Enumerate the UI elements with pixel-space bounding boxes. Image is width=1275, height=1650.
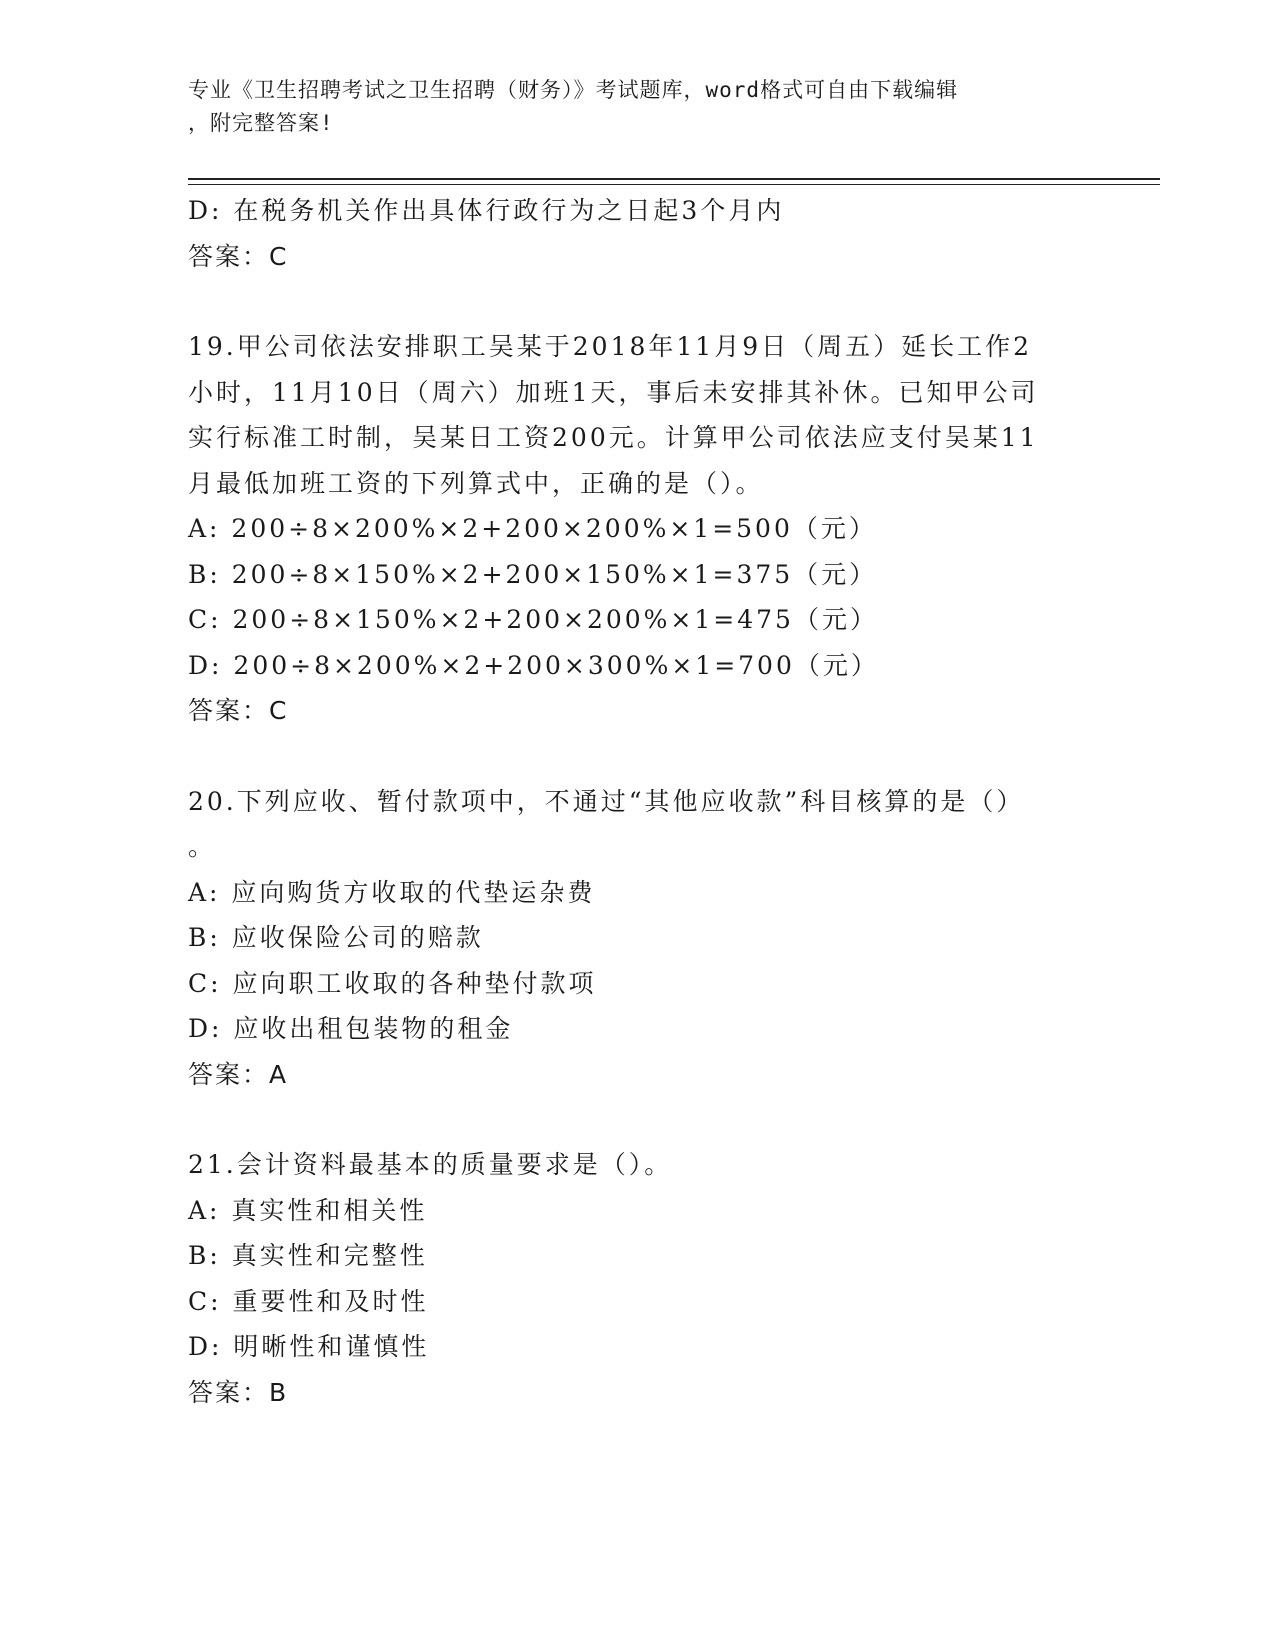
- option-c: C: 应向职工收取的各种垫付款项: [188, 968, 597, 998]
- option-b: B: 真实性和完整性: [188, 1241, 428, 1270]
- option-d: D: 应收出租包装物的租金: [188, 1014, 514, 1043]
- option-b: B: 200÷8×150%×2+200×150%×1=375（元）: [188, 559, 878, 589]
- option-d: D: 明晰性和谨慎性: [188, 1332, 430, 1361]
- answer-line: 答案：C: [188, 696, 289, 725]
- question-21: [188, 1142, 1088, 1415]
- spacer: [188, 279, 1088, 324]
- answer-line: 答案：A: [188, 1059, 289, 1089]
- answer-line: 答案：C: [188, 241, 289, 271]
- question-stem: 实行标准工时制，吴某日工资200元。计算甲公司依法应支付吴某11: [188, 423, 1039, 452]
- option-a: A: 真实性和相关性: [188, 1195, 428, 1225]
- question-stem: 20.下列应收、暂付款项中，不通过“其他应收款”科目核算的是（）: [188, 786, 1025, 816]
- question-stem: 21.会计资料最基本的质量要求是（）。: [188, 1150, 673, 1179]
- spacer: [188, 734, 1088, 779]
- question-20: [188, 779, 1088, 1098]
- option-b: B: 应收保险公司的赔款: [188, 923, 484, 952]
- previous-question-tail: [188, 188, 1088, 279]
- option-c: C: 200÷8×150%×2+200×200%×1=475（元）: [188, 605, 878, 634]
- question-stem: 小时，11月10日（周六）加班1天，事后未安排其补休。已知甲公司: [188, 377, 1039, 407]
- header-divider: [188, 178, 1160, 185]
- question-stem: 月最低加班工资的下列算式中，正确的是（）。: [188, 468, 764, 498]
- spacer: [188, 1097, 1088, 1142]
- answer-line: 答案：B: [188, 1377, 289, 1407]
- question-stem: 19.甲公司依法安排职工吴某于2018年11月9日（周五）延长工作2: [188, 332, 1033, 361]
- option-a: A: 应向购货方收取的代垫运杂费: [188, 877, 596, 907]
- option-a: A: 200÷8×200%×2+200×200%×1=500（元）: [188, 514, 877, 543]
- option-d: D: 在税务机关作出具体行政行为之日起3个月内: [188, 196, 785, 225]
- document-header: [188, 74, 1088, 140]
- question-stem: 。: [188, 832, 217, 861]
- header-line-1: 专业《卫生招聘考试之卫生招聘（财务）》考试题库，word格式可自由下载编辑: [188, 78, 959, 102]
- option-d: D: 200÷8×200%×2+200×300%×1=700（元）: [188, 650, 879, 680]
- question-19: [188, 324, 1088, 734]
- option-c: C: 重要性和及时性: [188, 1286, 429, 1316]
- header-line-2: ，附完整答案!: [188, 111, 334, 135]
- document-body: [188, 188, 1088, 1415]
